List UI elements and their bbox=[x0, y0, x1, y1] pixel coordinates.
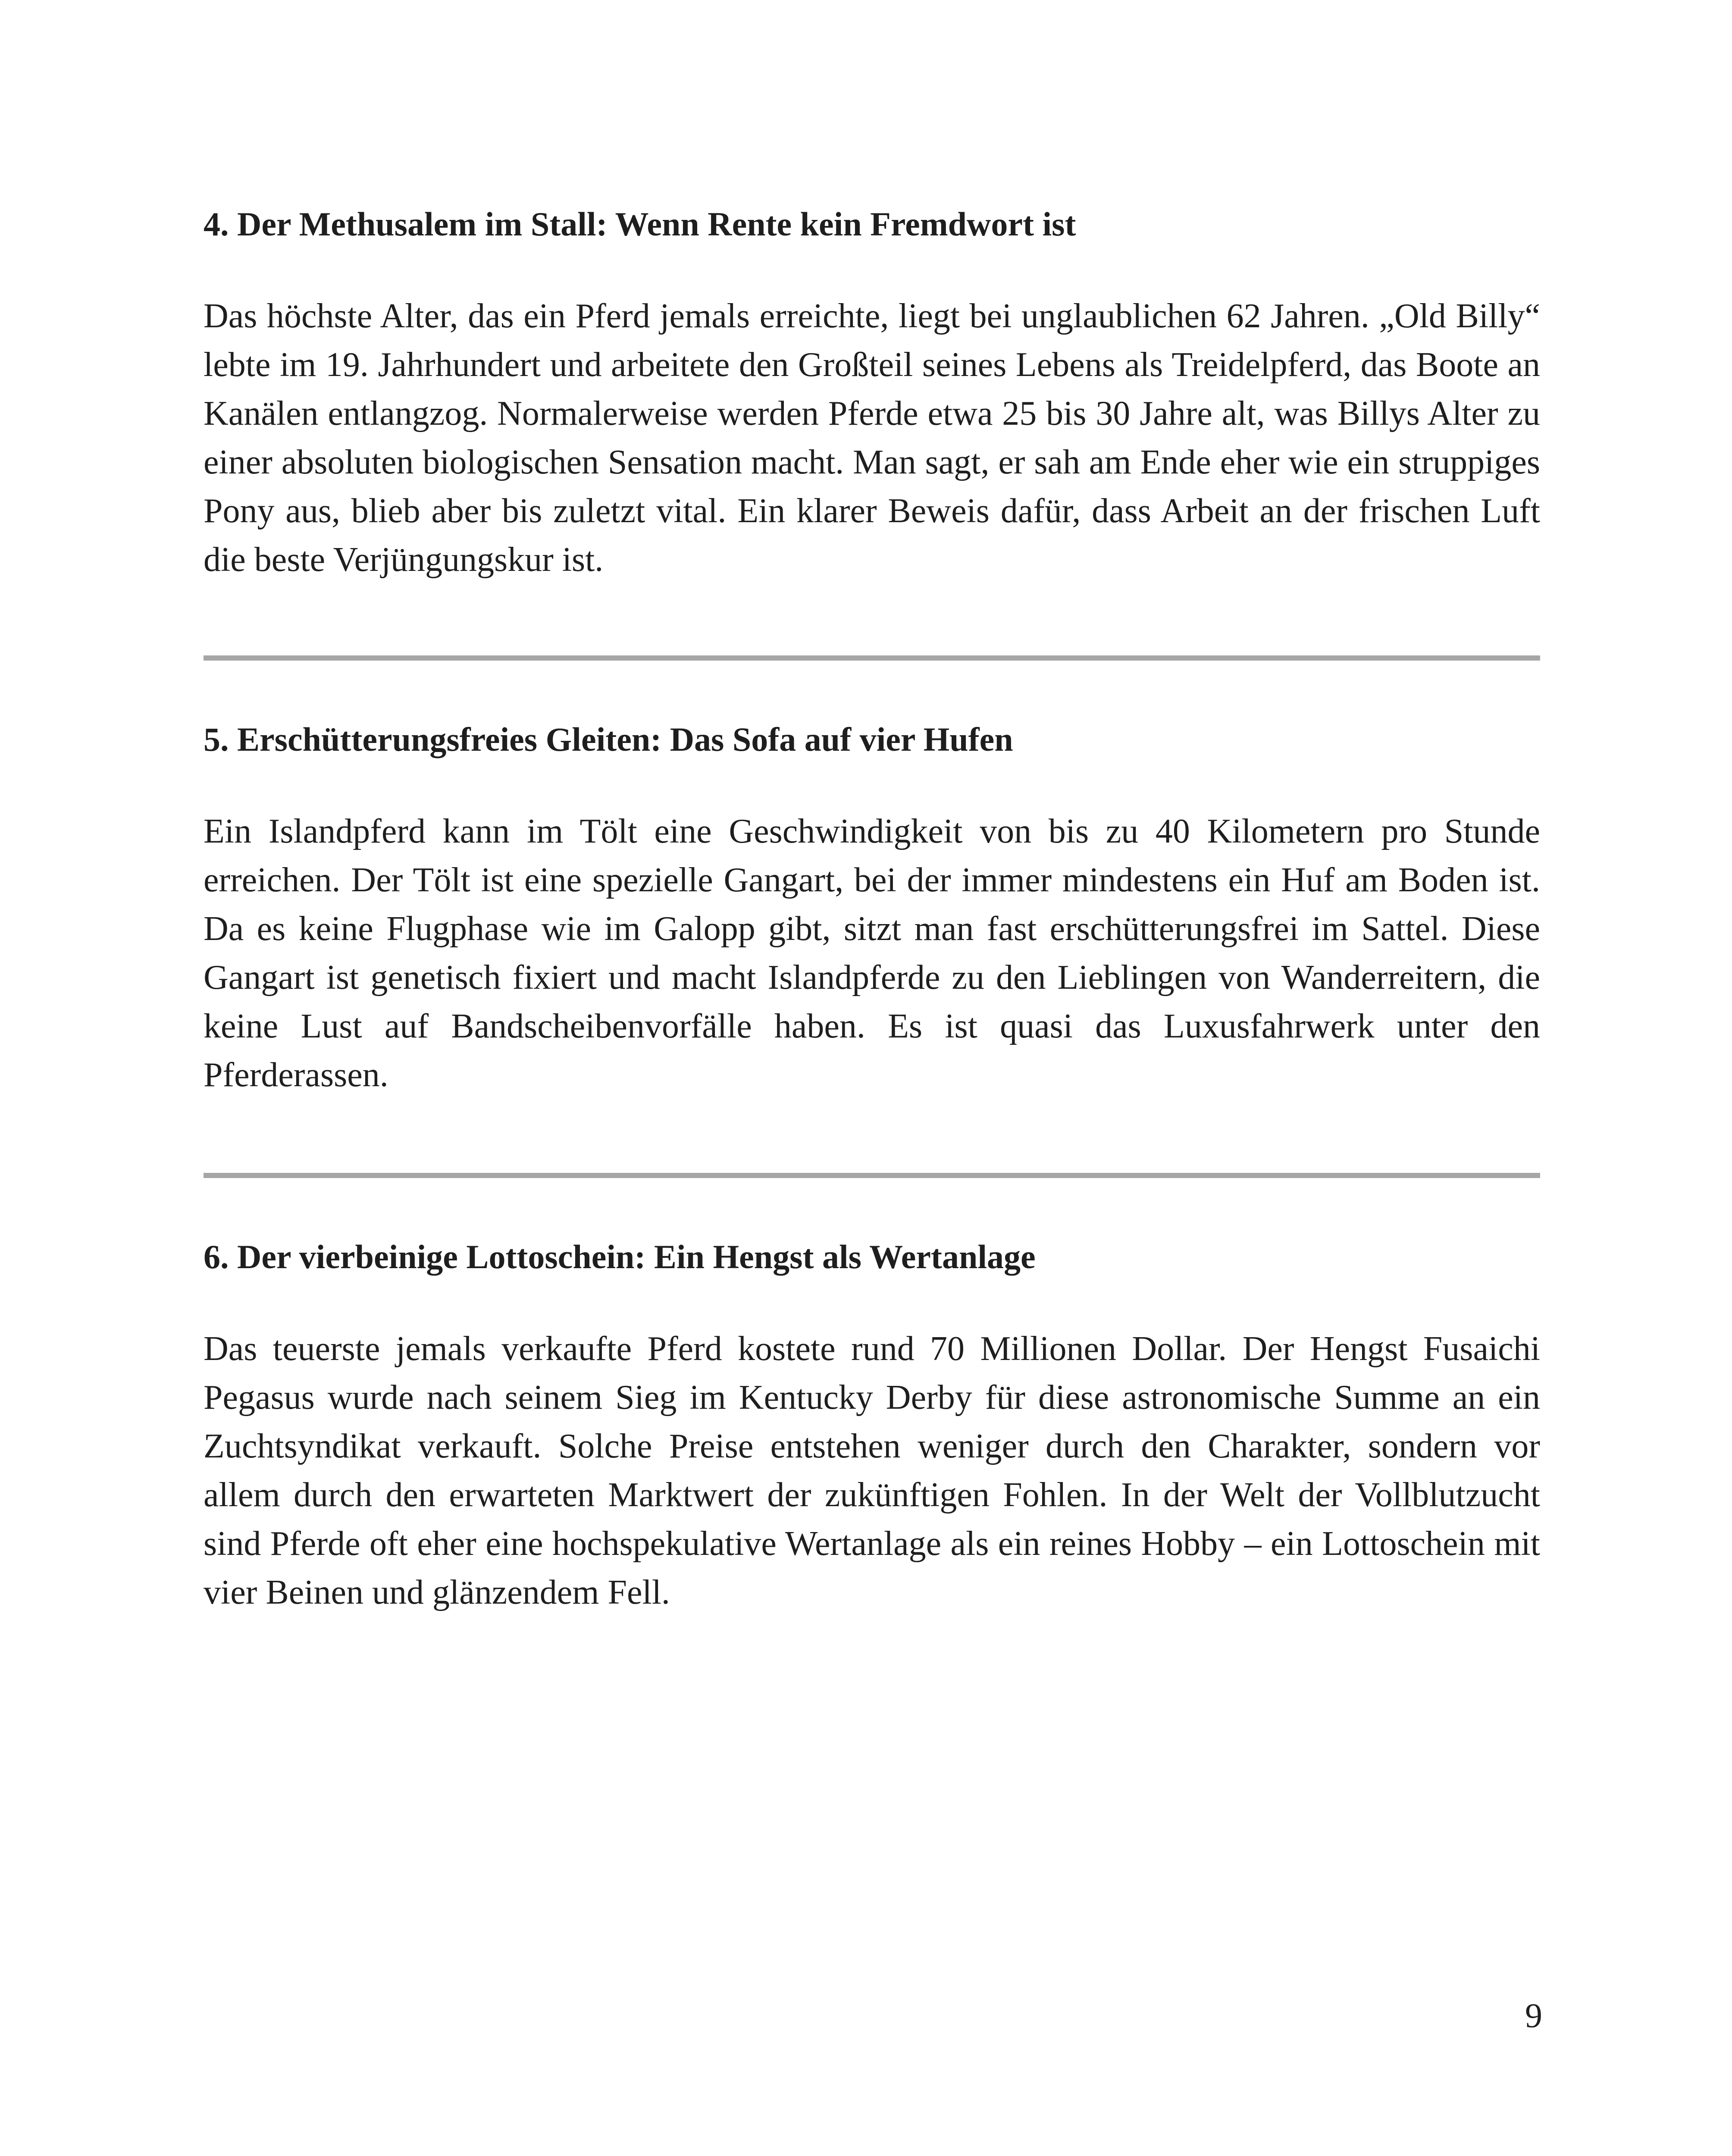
section-paragraph: Das teuerste jemals verkaufte Pferd kostete rund 70 Millionen Dollar. Der Hengst Fusaichi Pegasus wurde nach seinem Sieg im Kentucky Derby für diese astronomische Summe an ein Zuchtsyndikat verkauft. Solche Preise entstehen weniger durch den Charakter, sondern vor allem durch den erwarteten Marktwert der zukünftigen Fohlen. In der Welt der Vollblutzucht sind Pferde oft eher eine hochspekulative Wertanlage als ein reines Hobby – ein Lottoschein mit vier Beinen und glänzendem Fell. bbox=[204, 1330, 1540, 1611]
section-heading: 6. Der vierbeinige Lottoschein: Ein Hengst als Wertanlage bbox=[204, 1238, 1036, 1275]
section-paragraph: Ein Islandpferd kann im Tölt eine Geschwindigkeit von bis zu 40 Kilometern pro Stunde erreichen. Der Tölt ist eine spezielle Gangart, bei der immer mindestens ein Huf am Boden ist. Da es keine Flugphase wie im Galopp gibt, sitzt man fast erschütterungsfrei im Sattel. Diese Gangart ist genetisch fixiert und macht Islandpferde zu den Lieblingen von Wanderreitern, die keine Lust auf Bandscheibenvorfälle haben. Es ist quasi das Luxusfahrwerk unter den Pferderassen. bbox=[204, 812, 1540, 1094]
page-number: 9 bbox=[1525, 1997, 1542, 2035]
section-divider bbox=[204, 655, 1540, 661]
section-6 bbox=[204, 1235, 1540, 1611]
section-heading: 4. Der Methusalem im Stall: Wenn Rente kein Fremdwort ist bbox=[204, 205, 1076, 243]
section-4 bbox=[204, 203, 1540, 579]
section-paragraph: Das höchste Alter, das ein Pferd jemals erreichte, liegt bei unglaublichen 62 Jahren. „Old Billy“ lebte im 19. Jahrhundert und arbeitete den Großteil seines Lebens als Treidelpferd, das Boote an Kanälen entlangzog. Normalerweise werden Pferde etwa 25 bis 30 Jahre alt, was Billys Alter zu einer absoluten biologischen Sensation macht. Man sagt, er sah am Ende eher wie ein struppiges Pony aus, blieb aber bis zuletzt vital. Ein klarer Beweis dafür, dass Arbeit an der frischen Luft die beste Verjüngungskur ist. bbox=[204, 297, 1540, 579]
section-divider bbox=[204, 1173, 1540, 1178]
section-5 bbox=[204, 718, 1540, 1094]
section-heading: 5. Erschütterungsfreies Gleiten: Das Sofa auf vier Hufen bbox=[204, 721, 1013, 758]
